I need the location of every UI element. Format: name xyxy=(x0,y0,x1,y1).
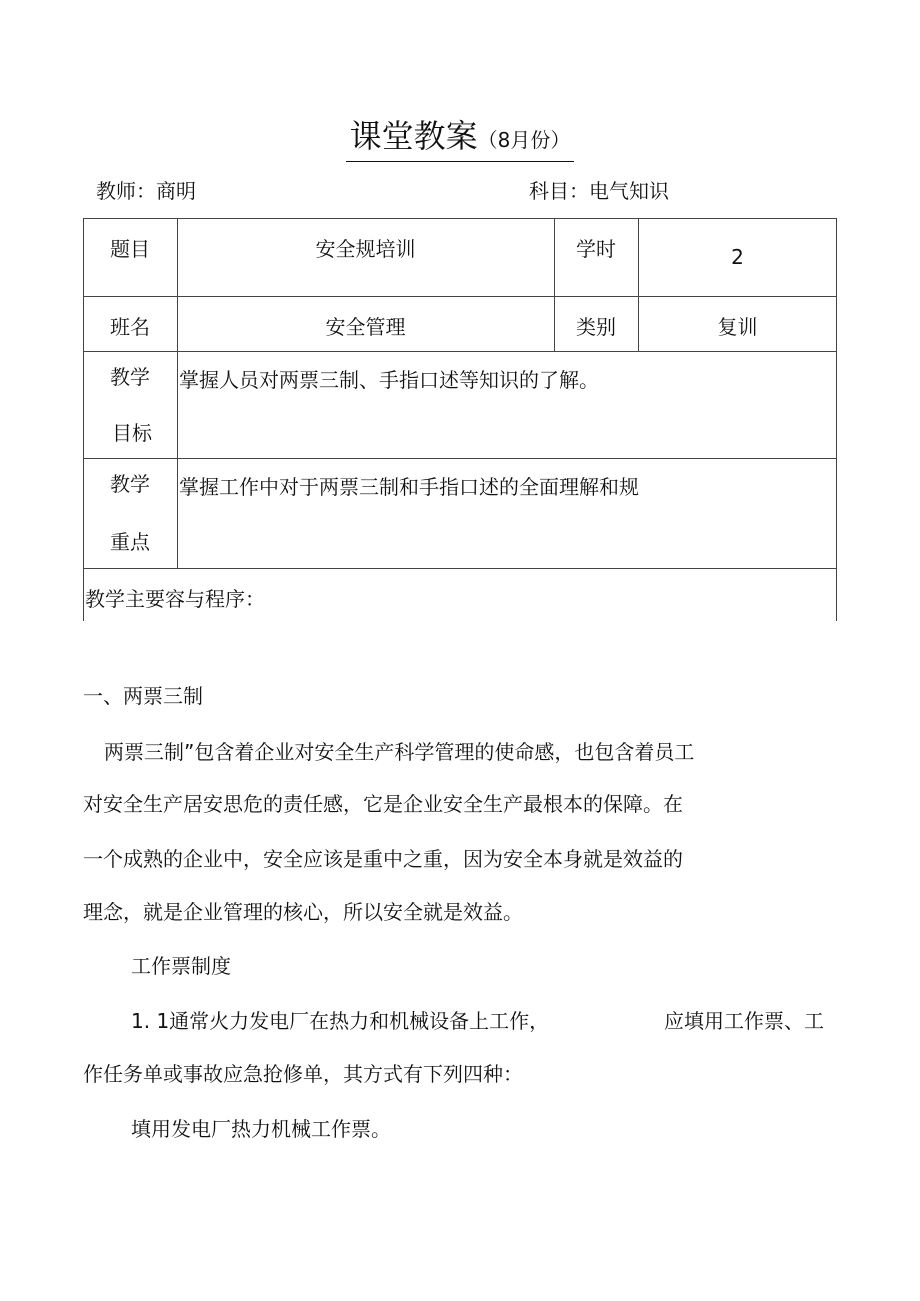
goal-value: 掌握人员对两票三制、手指口述等知识的了解。 xyxy=(179,368,599,392)
table-row-class xyxy=(83,296,837,352)
goal-label-line2: 目标 xyxy=(112,421,152,445)
type-label: 类别 xyxy=(576,315,616,339)
hours-value: 2 xyxy=(731,245,744,269)
goal-label-line1: 教学 xyxy=(110,365,150,389)
paragraph-line: 理念，就是企业管理的核心，所以安全就是效益。 xyxy=(83,900,523,924)
table-row-focus xyxy=(83,458,837,569)
paragraph-line: 对安全生产居安思危的责任感，它是企业安全生产最根本的保障。在 xyxy=(83,792,683,816)
paragraph-line: 两票三制”包含着企业对安全生产科学管理的使命感，也包含着员工 xyxy=(104,740,695,764)
item-1-1-part2: 应填用工作票、工 xyxy=(664,1009,824,1033)
focus-label-line1: 教学 xyxy=(110,472,150,496)
item-1-1-part1: 1. 1通常火力发电厂在热力和机械设备上工作， xyxy=(131,1009,550,1033)
document-title xyxy=(0,112,920,162)
goal-label xyxy=(83,352,177,459)
teacher-field: 教师：商明 xyxy=(96,179,196,203)
focus-value: 掌握工作中对于两票三制和手指口述的全面理解和规 xyxy=(179,475,639,499)
subject-field: 科目：电气知识 xyxy=(529,179,669,203)
topic-label: 题目 xyxy=(110,237,150,261)
table-row-goal xyxy=(83,351,837,459)
type-value: 复训 xyxy=(717,315,758,339)
title-main: 课堂教案 xyxy=(349,117,478,155)
topic-value: 安全规培训 xyxy=(315,237,416,261)
table-row-content xyxy=(83,568,837,621)
focus-label-line2: 重点 xyxy=(110,530,150,554)
class-label: 班名 xyxy=(110,315,150,339)
title-month: （8月份） xyxy=(477,128,571,152)
section-heading: 一、两票三制 xyxy=(83,684,203,708)
table-row-topic xyxy=(83,218,837,297)
focus-label xyxy=(83,459,177,569)
list-item-1: 填用发电厂热力机械工作票。 xyxy=(131,1117,391,1141)
hours-label: 学时 xyxy=(576,237,616,261)
subheading-work-ticket: 工作票制度 xyxy=(131,954,231,978)
class-value: 安全管理 xyxy=(325,315,406,339)
paragraph-line: 一个成熟的企业中，安全应该是重中之重，因为安全本身就是效益的 xyxy=(83,847,683,871)
content-label: 教学主要容与程序： xyxy=(85,587,265,611)
item-1-1-line2: 作任务单或事故应急抢修单，其方式有下列四种： xyxy=(83,1062,523,1086)
